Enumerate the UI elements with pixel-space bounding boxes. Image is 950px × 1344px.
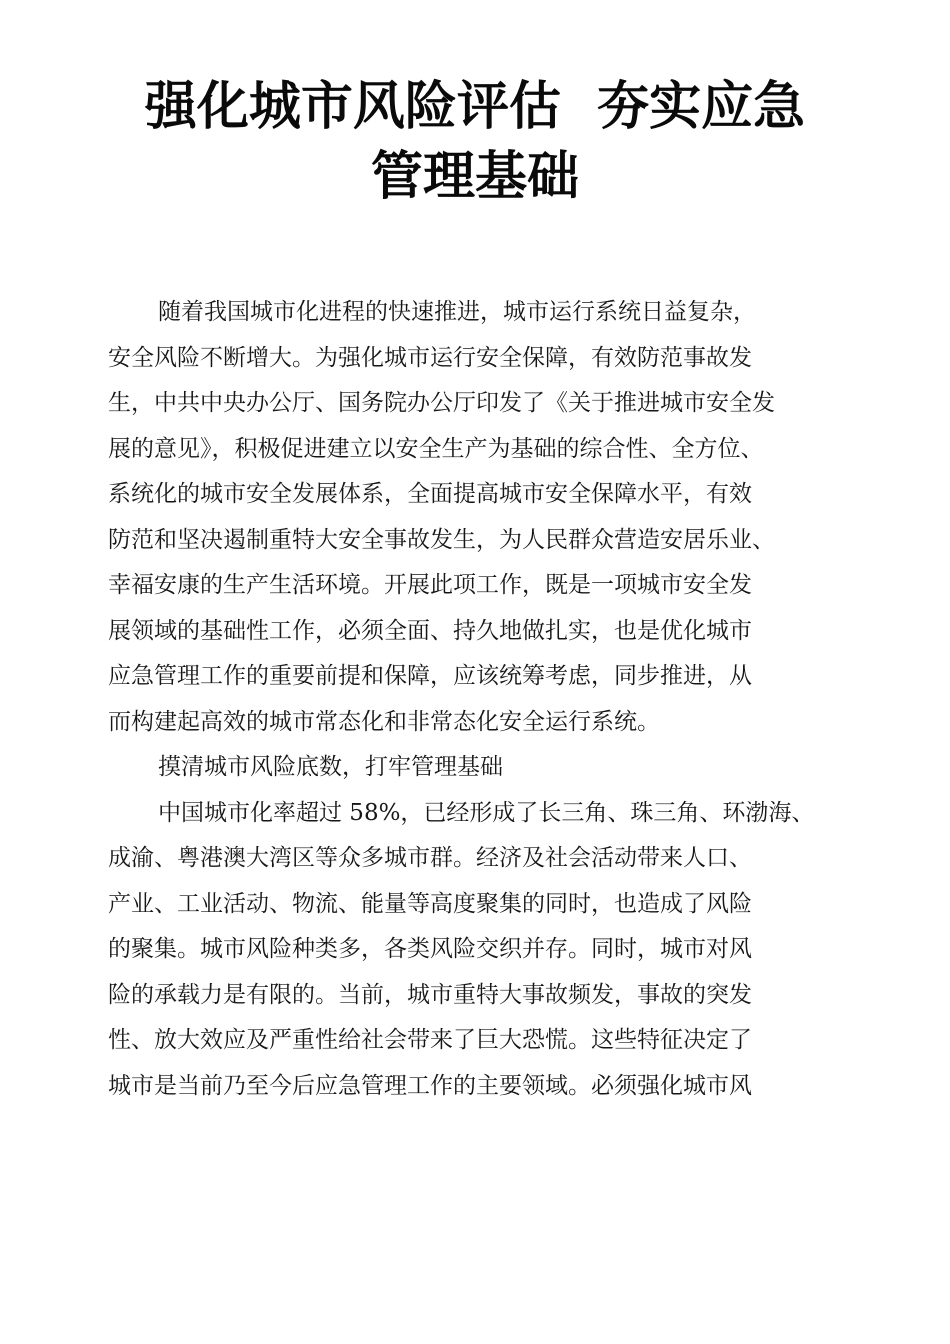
paragraph-1-line: 随着我国城市化进程的快速推进，城市运行系统日益复杂，	[158, 299, 756, 325]
document-body	[108, 290, 868, 1109]
paragraph-2-line: 城市是当前乃至今后应急管理工作的主要领域。必须强化城市风	[108, 1072, 752, 1099]
section-heading: 摸清城市风险底数，打牢管理基础	[158, 754, 503, 780]
paragraph-2-line: 的聚集。城市风险种类多，各类风险交织并存。同时，城市对风	[108, 936, 752, 962]
paragraph-1-line: 幸福安康的生产生活环境。开展此项工作，既是一项城市安全发	[108, 572, 752, 598]
paragraph-1-line: 而构建起高效的城市常态化和非常态化安全运行系统。	[108, 708, 660, 735]
paragraph-2-line: 成渝、粤港澳大湾区等众多城市群。经济及社会活动带来人口、	[108, 845, 752, 871]
document-title	[80, 72, 870, 212]
paragraph-2-line: 产业、工业活动、物流、能量等高度聚集的同时，也造成了风险	[108, 890, 752, 917]
paragraph-2-line: 中国城市化率超过 58%，已经形成了长三角、珠三角、环渤海、	[158, 799, 815, 826]
paragraph-1-line: 展领域的基础性工作，必须全面、持久地做扎实，也是优化城市	[108, 617, 752, 644]
paragraph-1-line: 生，中共中央办公厅、国务院办公厅印发了《关于推进城市安全发	[108, 390, 775, 416]
paragraph-1-line: 防范和坚决遏制重特大安全事故发生，为人民群众营造安居乐业、	[108, 526, 775, 553]
paragraph-1-line: 安全风险不断增大。为强化城市运行安全保障，有效防范事故发	[108, 344, 752, 371]
paragraph-1-line: 系统化的城市安全发展体系，全面提高城市安全保障水平，有效	[108, 481, 752, 507]
title-line-2: 管理基础	[370, 147, 579, 207]
paragraph-2-line: 性、放大效应及严重性给社会带来了巨大恐慌。这些特征决定了	[108, 1027, 752, 1053]
paragraph-1-line: 展的意见》，积极促进建立以安全生产为基础的综合性、全方位、	[108, 435, 764, 462]
title-line-1: 强化城市风险评估 夯实应急	[144, 77, 806, 137]
paragraph-1-line: 应急管理工作的重要前提和保障，应该统筹考虑，同步推进，从	[108, 663, 752, 689]
paragraph-2-line: 险的承载力是有限的。当前，城市重特大事故频发，事故的突发	[108, 981, 752, 1008]
